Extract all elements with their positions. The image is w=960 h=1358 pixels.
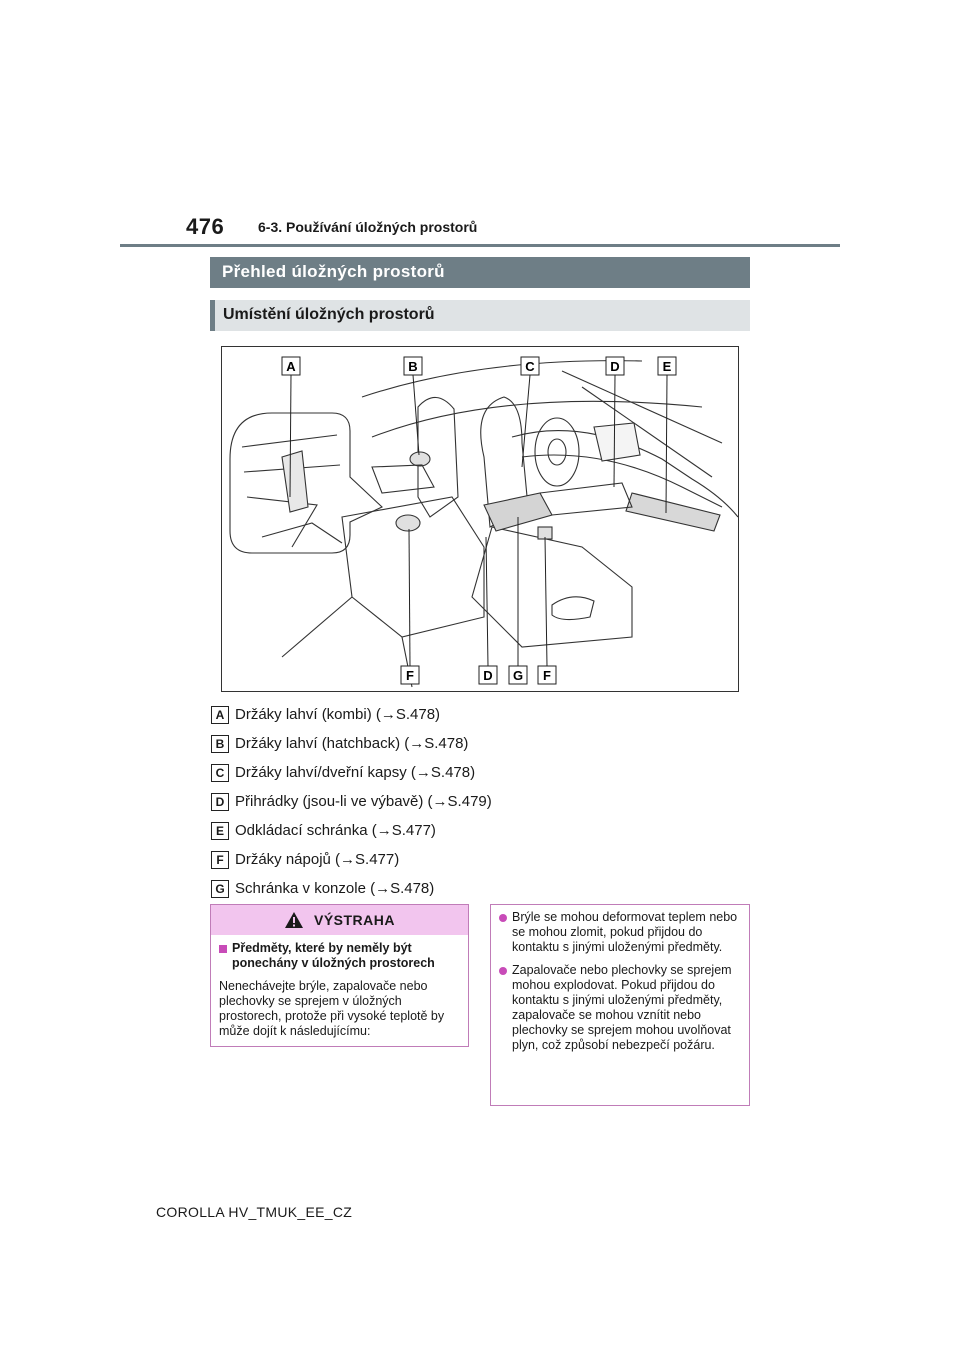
svg-text:F: F (543, 668, 551, 683)
svg-text:G: G (512, 668, 524, 683)
legend-text: Držáky lahví (hatchback) (→S.478) (235, 735, 469, 752)
letter-box: G (211, 880, 229, 898)
callout-E (658, 357, 676, 513)
legend-item (211, 700, 731, 729)
warning-box (210, 904, 469, 1047)
legend-text: Přihrádky (jsou-li ve výbavě) (→S.479) (235, 793, 492, 810)
warning-bullet (499, 910, 741, 955)
svg-text:F: F (406, 668, 414, 683)
footer-manual-code: COROLLA HV_TMUK_EE_CZ (156, 1204, 353, 1220)
square-bullet-icon (219, 945, 227, 953)
warning-subtitle-text: Předměty, které by neměly být ponechány v úložných prostorech (232, 941, 435, 970)
warning-continuation-box (490, 904, 750, 1106)
warning-bullet-text: Brýle se mohou deformovat teplem nebo se mohou zlomit, pokud přijdou do kontaktu s jinými uloženými předměty. (512, 910, 738, 954)
page-number: 476 (186, 214, 225, 239)
legend-text: Schránka v konzole (→S.478) (235, 880, 435, 897)
svg-text:D: D (483, 668, 493, 683)
interior-line-drawing (222, 347, 738, 691)
warning-triangle-icon (284, 911, 304, 929)
legend-item (211, 787, 731, 816)
svg-text:B: B (408, 359, 418, 374)
callout-G (509, 517, 527, 684)
warning-title: VÝSTRAHA (313, 912, 395, 928)
legend-item (211, 874, 731, 903)
round-bullet-icon (499, 967, 507, 975)
letter-box: A (211, 706, 229, 724)
header-divider (120, 244, 840, 247)
section-title: 6-3. Používání úložných prostorů (258, 219, 478, 235)
warning-header (211, 905, 468, 935)
callout-D (606, 357, 624, 487)
svg-text:C: C (525, 359, 535, 374)
legend-item (211, 729, 731, 758)
svg-text:D: D (610, 359, 620, 374)
legend-item (211, 845, 731, 874)
legend-item (211, 758, 731, 787)
legend-item (211, 816, 731, 845)
legend-text: Odkládací schránka (→S.477) (235, 822, 436, 839)
sub-heading: Umístění úložných prostorů (210, 300, 750, 331)
letter-box: B (211, 735, 229, 753)
car-interior-illustration (221, 346, 739, 692)
legend-text: Držáky nápojů (→S.477) (235, 851, 400, 868)
callout-F-left (401, 529, 419, 684)
svg-text:A: A (286, 359, 296, 374)
main-heading: Přehled úložných prostorů (210, 257, 750, 288)
letter-box: F (211, 851, 229, 869)
letter-box: D (211, 793, 229, 811)
warning-subtitle (211, 935, 468, 971)
letter-box: E (211, 822, 229, 840)
callout-D-bottom (479, 537, 497, 684)
warning-text: Nenechávejte brýle, zapalovače nebo plechovky se sprejem v úložných prostorech, protože při vysoké teplotě by může dojít k následujícímu: (219, 979, 445, 1038)
callout-C (521, 357, 539, 467)
warning-bullet (499, 963, 741, 1053)
letter-box: C (211, 764, 229, 782)
callout-F-right (538, 537, 556, 684)
warning-bullet-text: Zapalovače nebo plechovky se sprejem mohou explodovat. Pokud přijdou do kontaktu s jinými uloženými předměty, zapalovače se mohou vznítit nebo plechovky se sprejem mohou uvolňovat plyn, což způsobí nebezpečí požáru. (512, 963, 732, 1052)
legend-text: Držáky lahví/dveřní kapsy (→S.478) (235, 764, 476, 781)
round-bullet-icon (499, 914, 507, 922)
storage-legend (211, 700, 731, 903)
svg-text:E: E (662, 359, 672, 374)
legend-text: Držáky lahví (kombi) (→S.478) (235, 706, 441, 723)
